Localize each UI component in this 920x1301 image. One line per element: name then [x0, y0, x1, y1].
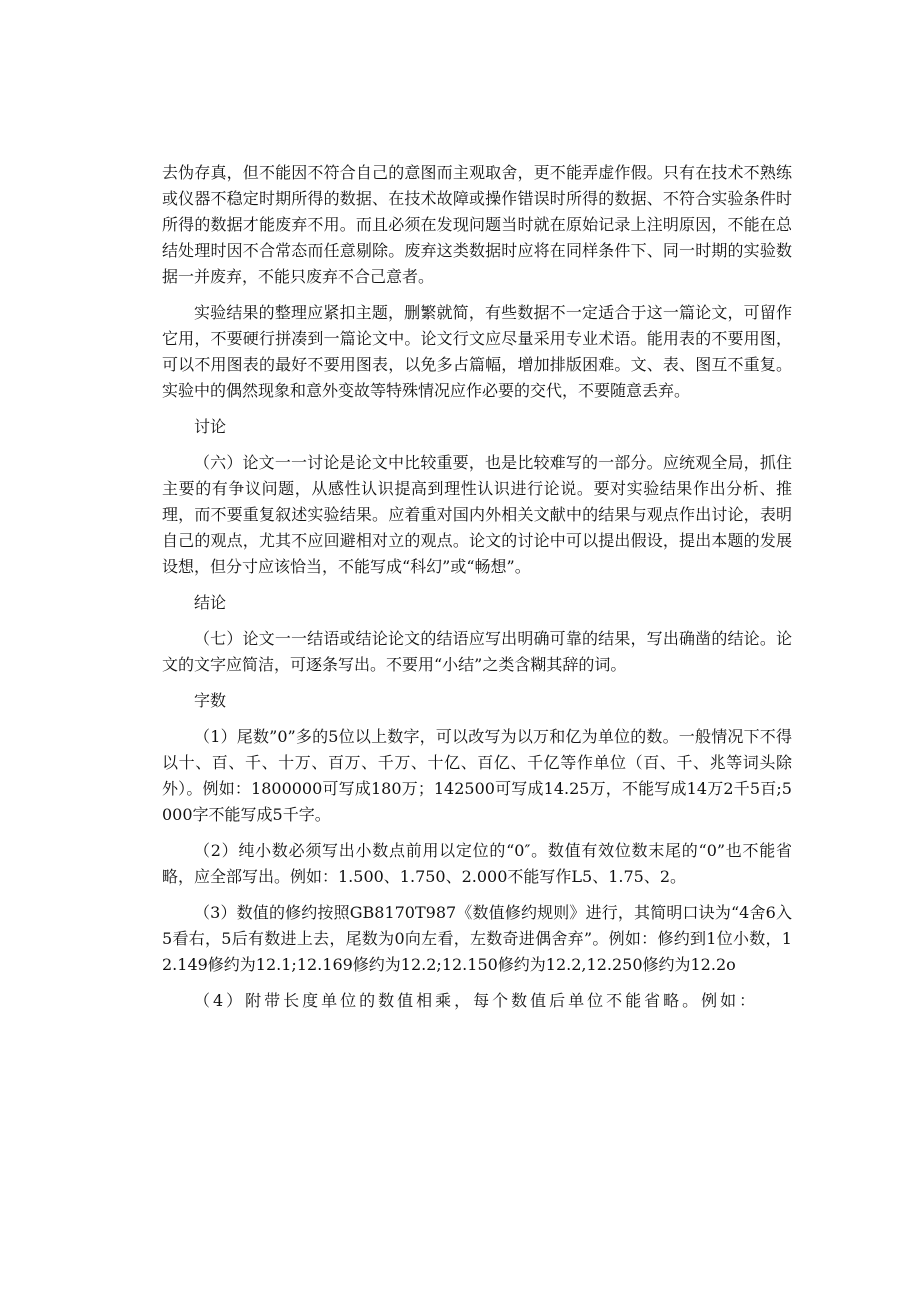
heading-discussion: 讨论 — [194, 417, 227, 436]
paragraph-numbers-4: （4）附带长度单位的数值相乘，每个数值后单位不能省略。例如： — [194, 991, 759, 1010]
document-page — [162, 160, 792, 1014]
paragraph-numbers-2: （2）纯小数必须写出小数点前用以定位的“0″。数值有效位数末尾的“0”也不能省略，应全部写出。例如：1.500、1.750、2.000不能写作L5、1.75、2。 — [162, 841, 792, 886]
paragraph-numbers-1: （1）尾数”0”多的5位以上数字，可以改写为以万和亿为单位的数。一般情况下不得以十、百、千、十万、百万、千万、十亿、百亿、千亿等作单位（百、千、兆等词头除外）。例如：1800000可写成180万；142500可写成14.25万，不能写成14万2千5百;5000字不能写成5千字。 — [162, 727, 792, 824]
heading-conclusion: 结论 — [194, 593, 227, 612]
paragraph-discussion: （六）论文一一讨论是论文中比较重要，也是比较难写的一部分。应统观全局，抓住主要的有争议问题，从感性认识提高到理性认识进行论说。要对实验结果作出分析、推理，而不要重复叙述实验结果。应着重对国内外相关文献中的结果与观点作出讨论，表明自己的观点，尤其不应回避相对立的观点。论文的讨论中可以提出假设，提出本题的发展设想，但分寸应该恰当，不能写成“科幻”或“畅想”。 — [162, 453, 792, 576]
paragraph-numbers-3: （3）数值的修约按照GB8170T987《数值修约规则》进行，其简明口诀为“4舍6入5看右，5后有数进上去，尾数为0向左看，左数奇进偶舍弃”。例如：修约到1位小数，12.149修约为12.1;12.169修约为12.2;12.150修约为12.2,12.250修约为12.2o — [162, 903, 792, 974]
paragraph-data-rejection: 去伪存真，但不能因不符合自己的意图而主观取舍，更不能弄虚作假。只有在技术不熟练或仪器不稳定时期所得的数据、在技术故障或操作错误时所得的数据、不符合实验条件时所得的数据才能废弃不用。而且必须在发现问题当时就在原始记录上注明原因，不能在总结处理时因不合常态而任意剔除。废弃这类数据时应将在同样条件下、同一时期的实验数据一并废弃，不能只废弃不合己意者。 — [162, 163, 792, 286]
paragraph-conclusion: （七）论文一一结语或结论论文的结语应写出明确可靠的结果，写出确凿的结论。论文的文字应简洁，可逐条写出。不要用“小结”之类含糊其辞的词。 — [162, 629, 792, 674]
paragraph-result-organization: 实验结果的整理应紧扣主题，删繁就简，有些数据不一定适合于这一篇论文，可留作它用，不要硬行拼凑到一篇论文中。论文行文应尽量采用专业术语。能用表的不要用图，可以不用图表的最好不要用图表，以免多占篇幅，增加排版困难。文、表、图互不重复。实验中的偶然现象和意外变故等特殊情况应作必要的交代，不要随意丢弃。 — [162, 303, 792, 400]
heading-numbers: 字数 — [194, 691, 227, 710]
